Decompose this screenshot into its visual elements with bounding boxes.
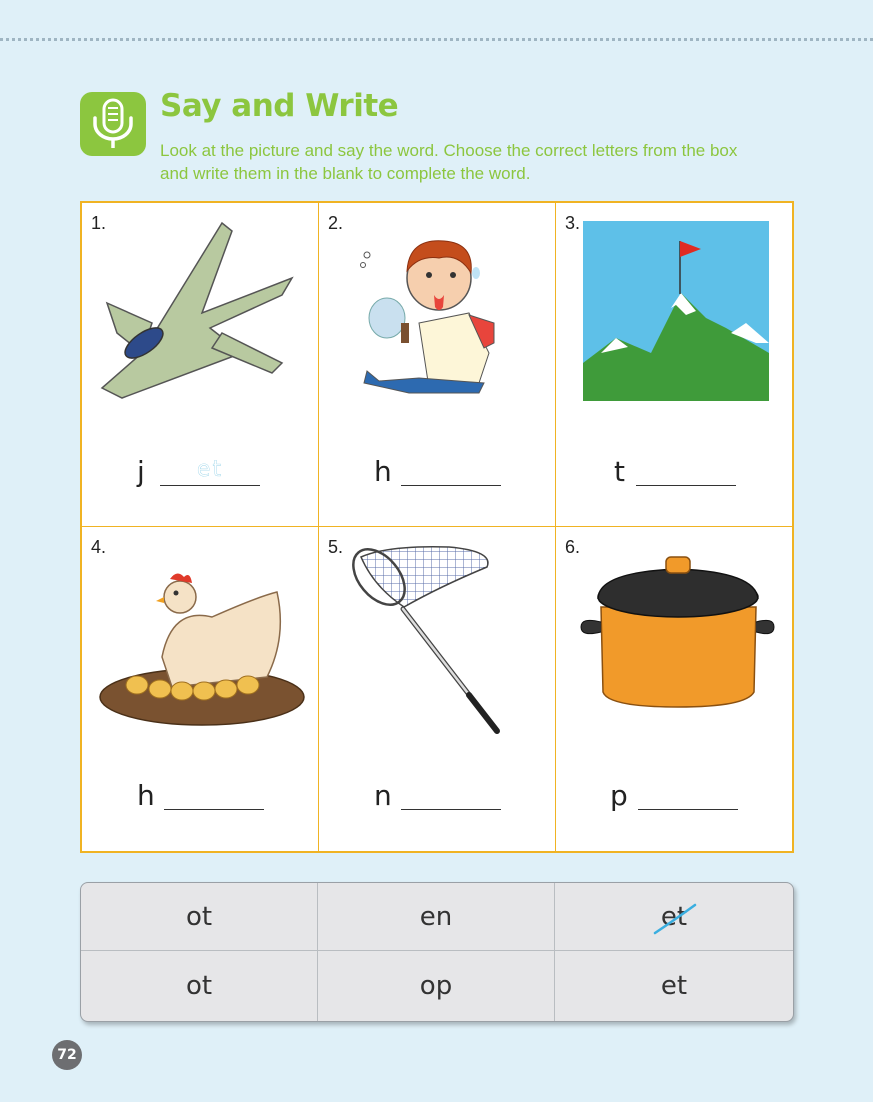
letter-choice[interactable]: et	[660, 971, 688, 1001]
exercise-item-4	[82, 527, 319, 851]
answer-blank[interactable]	[401, 485, 501, 486]
mountain-top-picture	[556, 203, 792, 443]
exercise-item-3	[556, 203, 792, 527]
exercise-grid	[80, 201, 794, 853]
start-letter: n	[374, 779, 392, 812]
letter-choice[interactable]: ot	[81, 883, 318, 951]
item-number: 3.	[565, 213, 581, 233]
letter-choice[interactable]: op	[318, 951, 555, 1021]
hot-boy-picture	[319, 203, 556, 443]
letter-choice[interactable]: ot	[81, 951, 318, 1021]
answer-blank[interactable]	[160, 485, 260, 486]
jet-picture	[82, 203, 319, 443]
answer-blank[interactable]	[636, 485, 736, 486]
start-letter: j	[137, 455, 145, 488]
letter-choice[interactable]: en	[318, 883, 555, 951]
item-number: 2.	[328, 213, 344, 233]
start-letter: p	[610, 779, 628, 812]
item-number: 4.	[91, 537, 107, 557]
instructions-text: Look at the picture and say the word. Choose the correct letters from the box and write them in the blank to complete the word.	[160, 141, 738, 183]
net-picture	[319, 527, 556, 767]
exercise-item-5	[319, 527, 556, 851]
strike-through-mark	[651, 903, 699, 935]
exercise-item-2	[319, 203, 556, 527]
section-title: Say and Write	[160, 88, 399, 124]
start-letter: h	[137, 779, 155, 812]
letter-box	[80, 882, 794, 1022]
letter-choice-crossed[interactable]	[555, 883, 793, 951]
letter-choice-text: et	[660, 901, 688, 932]
item-number: 1.	[91, 213, 107, 233]
page-number: 72	[52, 1040, 82, 1070]
answer-blank[interactable]	[164, 809, 264, 810]
answer-blank[interactable]	[638, 809, 738, 810]
microphone-icon	[80, 92, 146, 156]
traced-answer: et	[196, 457, 224, 482]
hen-picture	[82, 527, 319, 767]
answer-blank[interactable]	[401, 809, 501, 810]
item-number: 5.	[328, 537, 344, 557]
item-number: 6.	[565, 537, 581, 557]
exercise-item-1	[82, 203, 319, 527]
exercise-item-6	[556, 527, 792, 851]
pot-picture	[556, 527, 792, 767]
start-letter: h	[374, 455, 392, 488]
start-letter: t	[614, 455, 625, 488]
dotted-divider	[0, 38, 873, 41]
